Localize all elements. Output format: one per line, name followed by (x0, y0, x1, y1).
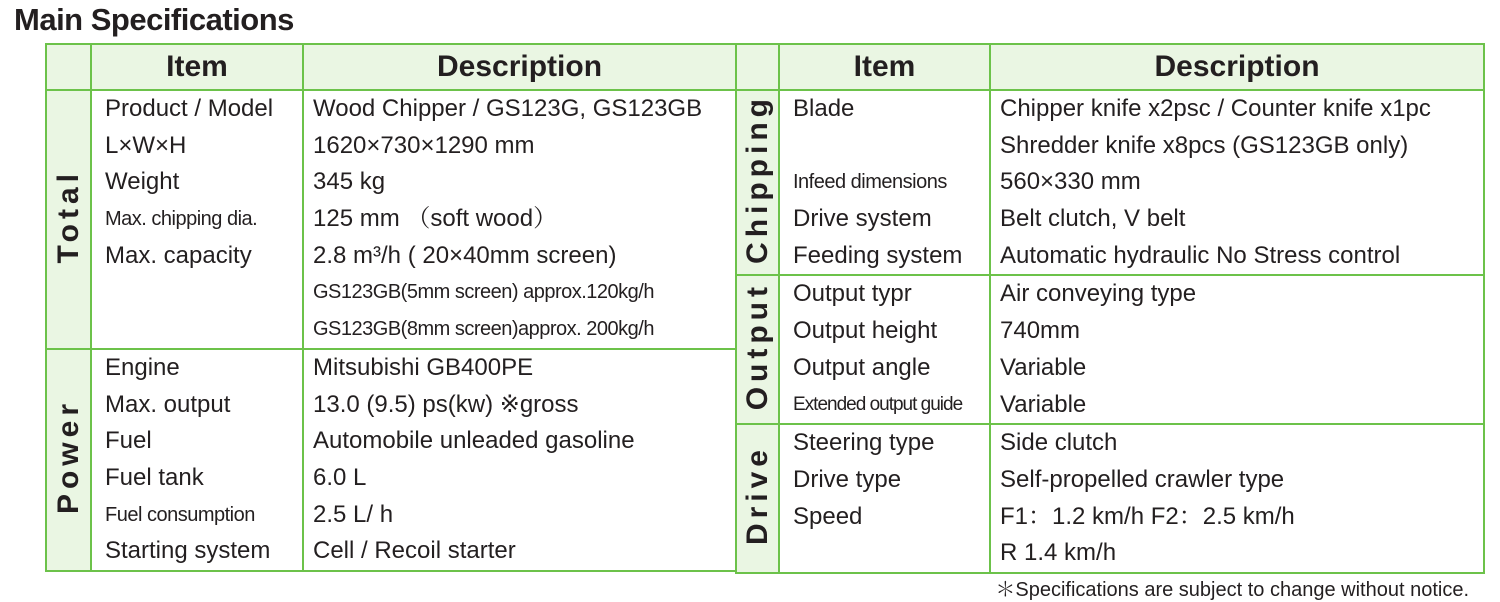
item-cell: Max. capacity (105, 241, 252, 269)
description-cell: GS123GB(5mm screen) approx.120kg/h (313, 281, 654, 304)
item-column (779, 275, 990, 424)
header-blank (46, 44, 91, 90)
item-cell (92, 311, 302, 348)
item-cell: Fuel (105, 427, 152, 455)
header-item: Item (779, 44, 990, 90)
category-cell (736, 275, 779, 424)
description-cell: 2.5 L/ h (313, 500, 394, 528)
header-row (736, 44, 1484, 90)
spec-table-left (45, 43, 737, 572)
description-cell: 740mm (1000, 317, 1081, 345)
category-label: Total (51, 168, 85, 264)
group-total (46, 90, 736, 349)
item-cell: Output angle (793, 353, 931, 381)
item-cell: L×W×H (105, 131, 187, 159)
item-cell: Drive type (793, 465, 902, 493)
item-cell: Output height (793, 317, 938, 345)
description-column (990, 90, 1484, 275)
category-label: Power (51, 398, 85, 514)
item-cell: Fuel tank (105, 463, 204, 491)
description-cell: 1620×730×1290 mm (313, 131, 535, 159)
page-title: Main Specifications (14, 2, 294, 37)
description-cell: Automatic hydraulic No Stress control (1000, 241, 1401, 269)
item-column (779, 90, 990, 275)
header-blank (736, 44, 779, 90)
description-cell: R 1.4 km/h (1000, 539, 1117, 567)
item-cell: Starting system (105, 537, 271, 565)
description-cell: Side clutch (1000, 429, 1118, 457)
description-cell: Automobile unleaded gasoline (313, 427, 635, 455)
description-cell: 560×330 mm (1000, 168, 1141, 196)
category-cell (736, 424, 779, 573)
item-column (91, 90, 303, 349)
spec-table-right (735, 43, 1485, 574)
description-cell: 6.0 L (313, 463, 367, 491)
description-cell: Wood Chipper / GS123G, GS123GB (313, 95, 703, 122)
description-column (303, 349, 736, 571)
description-cell: Belt clutch, V belt (1000, 205, 1186, 233)
group-drive (736, 424, 1484, 573)
item-cell: Speed (793, 502, 863, 530)
header-row (46, 44, 736, 90)
description-cell: 125 mm （soft wood） (313, 205, 558, 233)
item-cell: Blade (793, 95, 855, 122)
description-cell: GS123GB(8mm screen)approx. 200kg/h (313, 318, 654, 341)
category-label: Output (740, 282, 774, 411)
group-chipping (736, 90, 1484, 275)
item-column (779, 424, 990, 573)
item-cell: Weight (105, 168, 180, 196)
item-cell: Max. output (105, 390, 231, 418)
item-cell: Steering type (793, 429, 935, 457)
category-cell (736, 90, 779, 275)
item-cell (780, 535, 989, 572)
description-column (990, 275, 1484, 424)
item-cell: Output typr (793, 280, 912, 308)
category-label: Drive (740, 445, 774, 546)
item-cell (780, 128, 989, 165)
description-cell: Cell / Recoil starter (313, 537, 516, 565)
item-cell: Extended output guide (793, 393, 963, 415)
item-cell: Feeding system (793, 241, 963, 269)
item-cell (92, 274, 302, 311)
group-power (46, 349, 736, 571)
description-cell: Variable (1000, 353, 1087, 381)
group-output (736, 275, 1484, 424)
description-cell: Mitsubishi GB400PE (313, 353, 534, 381)
item-cell: Engine (105, 353, 180, 381)
description-column (990, 424, 1484, 573)
item-cell: Fuel consumption (105, 503, 255, 526)
category-cell (46, 349, 91, 571)
item-cell: Product / Model (105, 95, 274, 122)
item-cell: Drive system (793, 205, 932, 233)
item-cell: Infeed dimensions (793, 171, 947, 194)
description-cell: Variable (1000, 390, 1087, 418)
item-cell: Max. chipping dia. (105, 208, 258, 231)
description-cell: 345 kg (313, 168, 386, 196)
category-cell (46, 90, 91, 349)
description-cell: Shredder knife x8pcs (GS123GB only) (1000, 131, 1409, 159)
description-cell: Self-propelled crawler type (1000, 465, 1285, 493)
description-cell: Chipper knife x2psc / Counter knife x1pc (1000, 95, 1431, 122)
header-description: Description (303, 44, 736, 90)
header-item: Item (91, 44, 303, 90)
header-description: Description (990, 44, 1484, 90)
description-cell: Air conveying type (1000, 280, 1197, 308)
footnote: ＊Specifications are subject to change without notice. (995, 579, 1469, 601)
description-column (303, 90, 736, 349)
description-cell: 2.8 m³/h ( 20×40mm screen) (313, 241, 617, 269)
description-cell: 13.0 (9.5) ps(kw) ※gross (313, 390, 579, 418)
item-column (91, 349, 303, 571)
category-label: Chipping (740, 94, 774, 265)
description-cell: F1：1.2 km/h F2：2.5 km/h (1000, 502, 1295, 530)
